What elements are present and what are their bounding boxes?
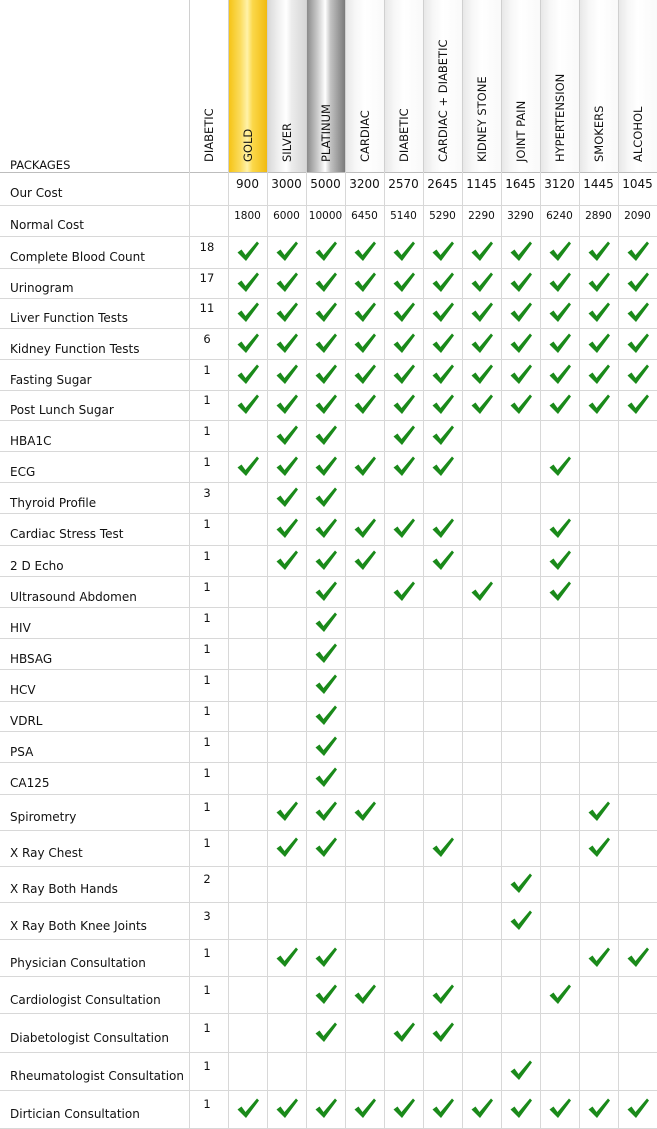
our-cost-value: 5000: [310, 176, 341, 191]
checkmark-icon: [431, 270, 455, 294]
checkmark-icon: [548, 392, 572, 416]
our-cost-value: 3000: [271, 176, 302, 191]
checkmark-icon: [431, 516, 455, 540]
test-name: Spirometry: [10, 810, 77, 824]
test-count: 1: [203, 362, 211, 377]
test-count: 1: [203, 1097, 211, 1111]
checkmark-icon: [509, 362, 533, 386]
checkmark-icon: [587, 331, 611, 355]
column-header-package: [540, 0, 579, 172]
checkmark-icon: [626, 239, 650, 263]
normal-cost-value: 2290: [468, 209, 495, 222]
row-divider: [0, 1090, 657, 1091]
checkmark-icon: [470, 1096, 494, 1120]
normal-cost-value: 3290: [507, 209, 534, 222]
checkmark-icon: [314, 516, 338, 540]
test-name: HBSAG: [10, 651, 53, 666]
column-divider: [423, 172, 424, 1128]
checkmark-icon: [275, 799, 299, 823]
column-header-package: [267, 0, 306, 172]
test-name: Physician Consultation: [10, 955, 146, 970]
checkmark-icon: [548, 579, 572, 603]
checkmark-icon: [314, 579, 338, 603]
checkmark-icon: [470, 270, 494, 294]
packages-heading: PACKAGES: [10, 158, 71, 172]
row-divider: [0, 236, 657, 237]
checkmark-icon: [236, 1096, 260, 1120]
our-cost-value: 1645: [505, 176, 536, 191]
checkmark-icon: [392, 1020, 416, 1044]
checkmark-icon: [392, 270, 416, 294]
our-cost-value: 3200: [349, 176, 380, 191]
checkmark-icon: [548, 516, 572, 540]
checkmark-icon: [431, 1020, 455, 1044]
row-divider: [0, 268, 657, 269]
row-divider: [0, 359, 657, 360]
test-name: Diabetologist Consultation: [10, 1030, 169, 1045]
checkmark-icon: [314, 1020, 338, 1044]
checkmark-icon: [275, 548, 299, 572]
column-header-package: [306, 0, 345, 172]
column-header-package: [345, 0, 384, 172]
row-divider: [0, 172, 657, 173]
checkmark-icon: [470, 392, 494, 416]
row-divider: [0, 1013, 657, 1014]
column-header-package-label: PLATINUM: [319, 104, 333, 162]
test-count: 1: [203, 982, 211, 997]
checkmark-icon: [314, 799, 338, 823]
checkmark-icon: [392, 516, 416, 540]
checkmark-icon: [353, 300, 377, 324]
checkmark-icon: [548, 239, 572, 263]
checkmark-icon: [275, 392, 299, 416]
checkmark-icon: [431, 362, 455, 386]
checkmark-icon: [275, 362, 299, 386]
checkmark-icon: [509, 331, 533, 355]
test-name: Post Lunch Sugar: [10, 403, 114, 417]
checkmark-icon: [275, 454, 299, 478]
checkmark-icon: [314, 548, 338, 572]
test-count: 17: [199, 271, 215, 285]
checkmark-icon: [314, 485, 338, 509]
test-count: 1: [203, 766, 211, 780]
checkmark-icon: [314, 734, 338, 758]
row-divider: [0, 420, 657, 421]
checkmark-icon: [587, 799, 611, 823]
column-header-package-label: DIABETIC: [397, 108, 411, 162]
normal-cost-value: 1800: [234, 209, 261, 222]
checkmark-icon: [431, 392, 455, 416]
checkmark-icon: [314, 672, 338, 696]
checkmark-icon: [275, 423, 299, 447]
checkmark-icon: [314, 362, 338, 386]
checkmark-icon: [392, 579, 416, 603]
checkmark-icon: [431, 982, 455, 1006]
row-divider: [0, 1052, 657, 1053]
checkmark-icon: [431, 423, 455, 447]
test-name: VDRL: [10, 714, 43, 728]
test-count: 3: [203, 908, 211, 923]
checkmark-icon: [626, 270, 650, 294]
row-divider: [0, 451, 657, 452]
checkmark-icon: [509, 1096, 533, 1120]
checkmark-icon: [353, 392, 377, 416]
row-divider: [0, 976, 657, 977]
test-name: HCV: [10, 683, 36, 697]
checkmark-icon: [587, 362, 611, 386]
checkmark-icon: [314, 300, 338, 324]
test-name: Dirtician Consultation: [10, 1107, 140, 1121]
checkmark-icon: [236, 239, 260, 263]
checkmark-icon: [314, 392, 338, 416]
test-name: 2 D Echo: [10, 558, 64, 573]
checkmark-icon: [431, 454, 455, 478]
checkmark-icon: [314, 982, 338, 1006]
checkmark-icon: [587, 392, 611, 416]
checkmark-icon: [587, 835, 611, 859]
checkmark-icon: [548, 982, 572, 1006]
checkmark-icon: [431, 239, 455, 263]
test-name: Complete Blood Count: [10, 250, 145, 264]
checkmark-icon: [548, 270, 572, 294]
column-header-package: [462, 0, 501, 172]
row-divider: [0, 205, 657, 206]
checkmark-icon: [392, 362, 416, 386]
checkmark-icon: [392, 239, 416, 263]
column-divider: [462, 172, 463, 1128]
column-header-package: [384, 0, 423, 172]
test-count: 1: [203, 704, 211, 718]
column-header-count-label: DIABETIC: [202, 108, 216, 162]
normal-cost-value: 6000: [273, 209, 300, 222]
our-cost-value: 2645: [427, 176, 458, 191]
checkmark-icon: [314, 835, 338, 859]
checkmark-icon: [314, 641, 338, 665]
test-name: Cardiac Stress Test: [10, 527, 124, 541]
checkmark-icon: [626, 392, 650, 416]
checkmark-icon: [548, 362, 572, 386]
checkmark-icon: [353, 270, 377, 294]
checkmark-icon: [275, 835, 299, 859]
test-name: Cardiologist Consultation: [10, 992, 161, 1007]
column-header-package-label: CARDIAC: [358, 110, 372, 162]
test-count: 3: [203, 485, 211, 500]
row-divider: [0, 298, 657, 299]
checkmark-icon: [548, 331, 572, 355]
checkmark-icon: [236, 392, 260, 416]
test-count: 1: [203, 836, 211, 850]
column-divider: [579, 172, 580, 1128]
checkmark-icon: [392, 454, 416, 478]
checkmark-icon: [353, 799, 377, 823]
row-divider: [0, 576, 657, 577]
checkmark-icon: [314, 331, 338, 355]
column-divider: [540, 172, 541, 1128]
test-name: HIV: [10, 620, 31, 635]
row-divider: [0, 638, 657, 639]
checkmark-icon: [470, 362, 494, 386]
column-header-package-label: JOINT PAIN: [514, 100, 528, 162]
normal-cost-value: 5140: [390, 209, 417, 222]
column-header-package-label: SILVER: [280, 123, 294, 162]
checkmark-icon: [314, 423, 338, 447]
checkmark-icon: [587, 300, 611, 324]
column-divider: [228, 172, 229, 1128]
checkmark-icon: [314, 945, 338, 969]
checkmark-icon: [353, 982, 377, 1006]
checkmark-icon: [275, 516, 299, 540]
checkmark-icon: [353, 1096, 377, 1120]
our-cost-value: 1445: [583, 176, 614, 191]
checkmark-icon: [626, 1096, 650, 1120]
row-divider: [0, 482, 657, 483]
normal-cost-label: Normal Cost: [10, 217, 84, 232]
checkmark-icon: [509, 300, 533, 324]
test-name: HBA1C: [10, 433, 52, 448]
checkmark-icon: [626, 945, 650, 969]
checkmark-icon: [587, 945, 611, 969]
checkmark-icon: [548, 1096, 572, 1120]
test-name: Fasting Sugar: [10, 372, 92, 387]
normal-cost-value: 2090: [624, 209, 651, 222]
checkmark-icon: [548, 548, 572, 572]
test-count: 1: [203, 1020, 211, 1035]
our-cost-value: 900: [236, 176, 259, 191]
test-count: 1: [203, 393, 211, 407]
checkmark-icon: [353, 454, 377, 478]
checkmark-icon: [431, 548, 455, 572]
our-cost-label: Our Cost: [10, 185, 63, 200]
checkmark-icon: [431, 1096, 455, 1120]
test-count: 2: [203, 872, 211, 886]
row-divider: [0, 545, 657, 546]
row-divider: [0, 513, 657, 514]
checkmark-icon: [509, 239, 533, 263]
checkmark-icon: [275, 331, 299, 355]
test-name: PSA: [10, 744, 34, 759]
checkmark-icon: [626, 362, 650, 386]
column-header-package-label: SMOKERS: [592, 105, 606, 162]
our-cost-value: 2570: [388, 176, 419, 191]
checkmark-icon: [236, 362, 260, 386]
checkmark-icon: [236, 300, 260, 324]
column-header-count: [189, 0, 228, 172]
normal-cost-value: 10000: [308, 209, 343, 222]
checkmark-icon: [314, 454, 338, 478]
normal-cost-value: 6240: [546, 209, 573, 222]
test-count: 1: [203, 517, 211, 531]
test-count: 1: [203, 610, 211, 625]
test-count: 1: [203, 945, 211, 960]
column-header-package: [501, 0, 540, 172]
column-divider: [306, 172, 307, 1128]
checkmark-icon: [314, 239, 338, 263]
row-divider: [0, 794, 657, 795]
test-name: Kidney Function Tests: [10, 341, 140, 356]
our-cost-value: 3120: [544, 176, 575, 191]
column-divider: [189, 172, 190, 1128]
row-divider: [0, 390, 657, 391]
checkmark-icon: [509, 908, 533, 932]
row-divider: [0, 607, 657, 608]
column-header-package-label: KIDNEY STONE: [475, 76, 489, 162]
column-header-package-label: CARDIAC + DIABETIC: [436, 39, 450, 162]
checkmark-icon: [392, 331, 416, 355]
checkmark-icon: [431, 300, 455, 324]
checkmark-icon: [587, 1096, 611, 1120]
test-name: ECG: [10, 464, 36, 479]
checkmark-icon: [353, 331, 377, 355]
checkmark-icon: [275, 485, 299, 509]
checkmark-icon: [314, 765, 338, 789]
checkmark-icon: [548, 300, 572, 324]
test-name: Liver Function Tests: [10, 311, 128, 325]
row-divider: [0, 939, 657, 940]
column-divider: [501, 172, 502, 1128]
our-cost-value: 1145: [466, 176, 497, 191]
checkmark-icon: [470, 239, 494, 263]
column-divider: [345, 172, 346, 1128]
checkmark-icon: [353, 516, 377, 540]
test-name: CA125: [10, 776, 50, 790]
test-count: 1: [203, 800, 211, 814]
row-divider: [0, 762, 657, 763]
checkmark-icon: [509, 1058, 533, 1082]
checkmark-icon: [353, 548, 377, 572]
checkmark-icon: [470, 331, 494, 355]
checkmark-icon: [275, 239, 299, 263]
checkmark-icon: [275, 1096, 299, 1120]
column-header-package: [423, 0, 462, 172]
checkmark-icon: [314, 610, 338, 634]
checkmark-icon: [509, 392, 533, 416]
test-name: X Ray Chest: [10, 846, 83, 860]
test-count: 1: [203, 673, 211, 687]
our-cost-value: 1045: [622, 176, 653, 191]
column-header-package-label: ALCOHOL: [631, 106, 645, 162]
test-name: X Ray Both Knee Joints: [10, 918, 147, 933]
test-name: X Ray Both Hands: [10, 882, 118, 896]
checkmark-icon: [314, 1096, 338, 1120]
test-count: 6: [203, 331, 211, 346]
checkmark-icon: [275, 300, 299, 324]
column-header-package: [228, 0, 267, 172]
checkmark-icon: [236, 454, 260, 478]
column-header-package-label: GOLD: [241, 128, 255, 162]
column-divider: [618, 172, 619, 1128]
checkmark-icon: [509, 871, 533, 895]
checkmark-icon: [314, 703, 338, 727]
checkmark-icon: [626, 331, 650, 355]
column-divider: [267, 172, 268, 1128]
checkmark-icon: [470, 300, 494, 324]
checkmark-icon: [353, 239, 377, 263]
test-count: 1: [203, 454, 211, 469]
column-header-package-label: HYPERTENSION: [553, 73, 567, 162]
checkmark-icon: [509, 270, 533, 294]
checkmark-icon: [431, 331, 455, 355]
checkmark-icon: [275, 270, 299, 294]
checkmark-icon: [353, 362, 377, 386]
normal-cost-value: 6450: [351, 209, 378, 222]
test-name: Rheumatologist Consultation: [10, 1069, 184, 1083]
test-count: 11: [199, 301, 215, 315]
checkmark-icon: [587, 239, 611, 263]
checkmark-icon: [548, 454, 572, 478]
column-header-package: [579, 0, 618, 172]
checkmark-icon: [626, 300, 650, 324]
test-count: 18: [199, 240, 215, 254]
checkmark-icon: [236, 331, 260, 355]
test-count: 1: [203, 579, 211, 594]
checkmark-icon: [236, 270, 260, 294]
checkmark-icon: [392, 300, 416, 324]
column-header-package: [618, 0, 657, 172]
row-divider: [0, 731, 657, 732]
checkmark-icon: [587, 270, 611, 294]
row-divider: [0, 328, 657, 329]
test-count: 1: [203, 423, 211, 438]
normal-cost-value: 5290: [429, 209, 456, 222]
checkmark-icon: [392, 1096, 416, 1120]
checkmark-icon: [392, 392, 416, 416]
test-count: 1: [203, 548, 211, 563]
row-divider: [0, 902, 657, 903]
test-name: Ultrasound Abdomen: [10, 589, 137, 604]
checkmark-icon: [275, 945, 299, 969]
column-divider: [384, 172, 385, 1128]
test-name: Thyroid Profile: [10, 495, 97, 510]
row-divider: [0, 701, 657, 702]
row-divider: [0, 866, 657, 867]
checkmark-icon: [314, 270, 338, 294]
test-count: 1: [203, 1059, 211, 1073]
checkmark-icon: [431, 835, 455, 859]
row-divider: [0, 669, 657, 670]
test-count: 1: [203, 641, 211, 656]
normal-cost-value: 2890: [585, 209, 612, 222]
checkmark-icon: [392, 423, 416, 447]
row-divider: [0, 830, 657, 831]
test-count: 1: [203, 734, 211, 749]
test-name: Urinogram: [10, 281, 74, 295]
checkmark-icon: [470, 579, 494, 603]
